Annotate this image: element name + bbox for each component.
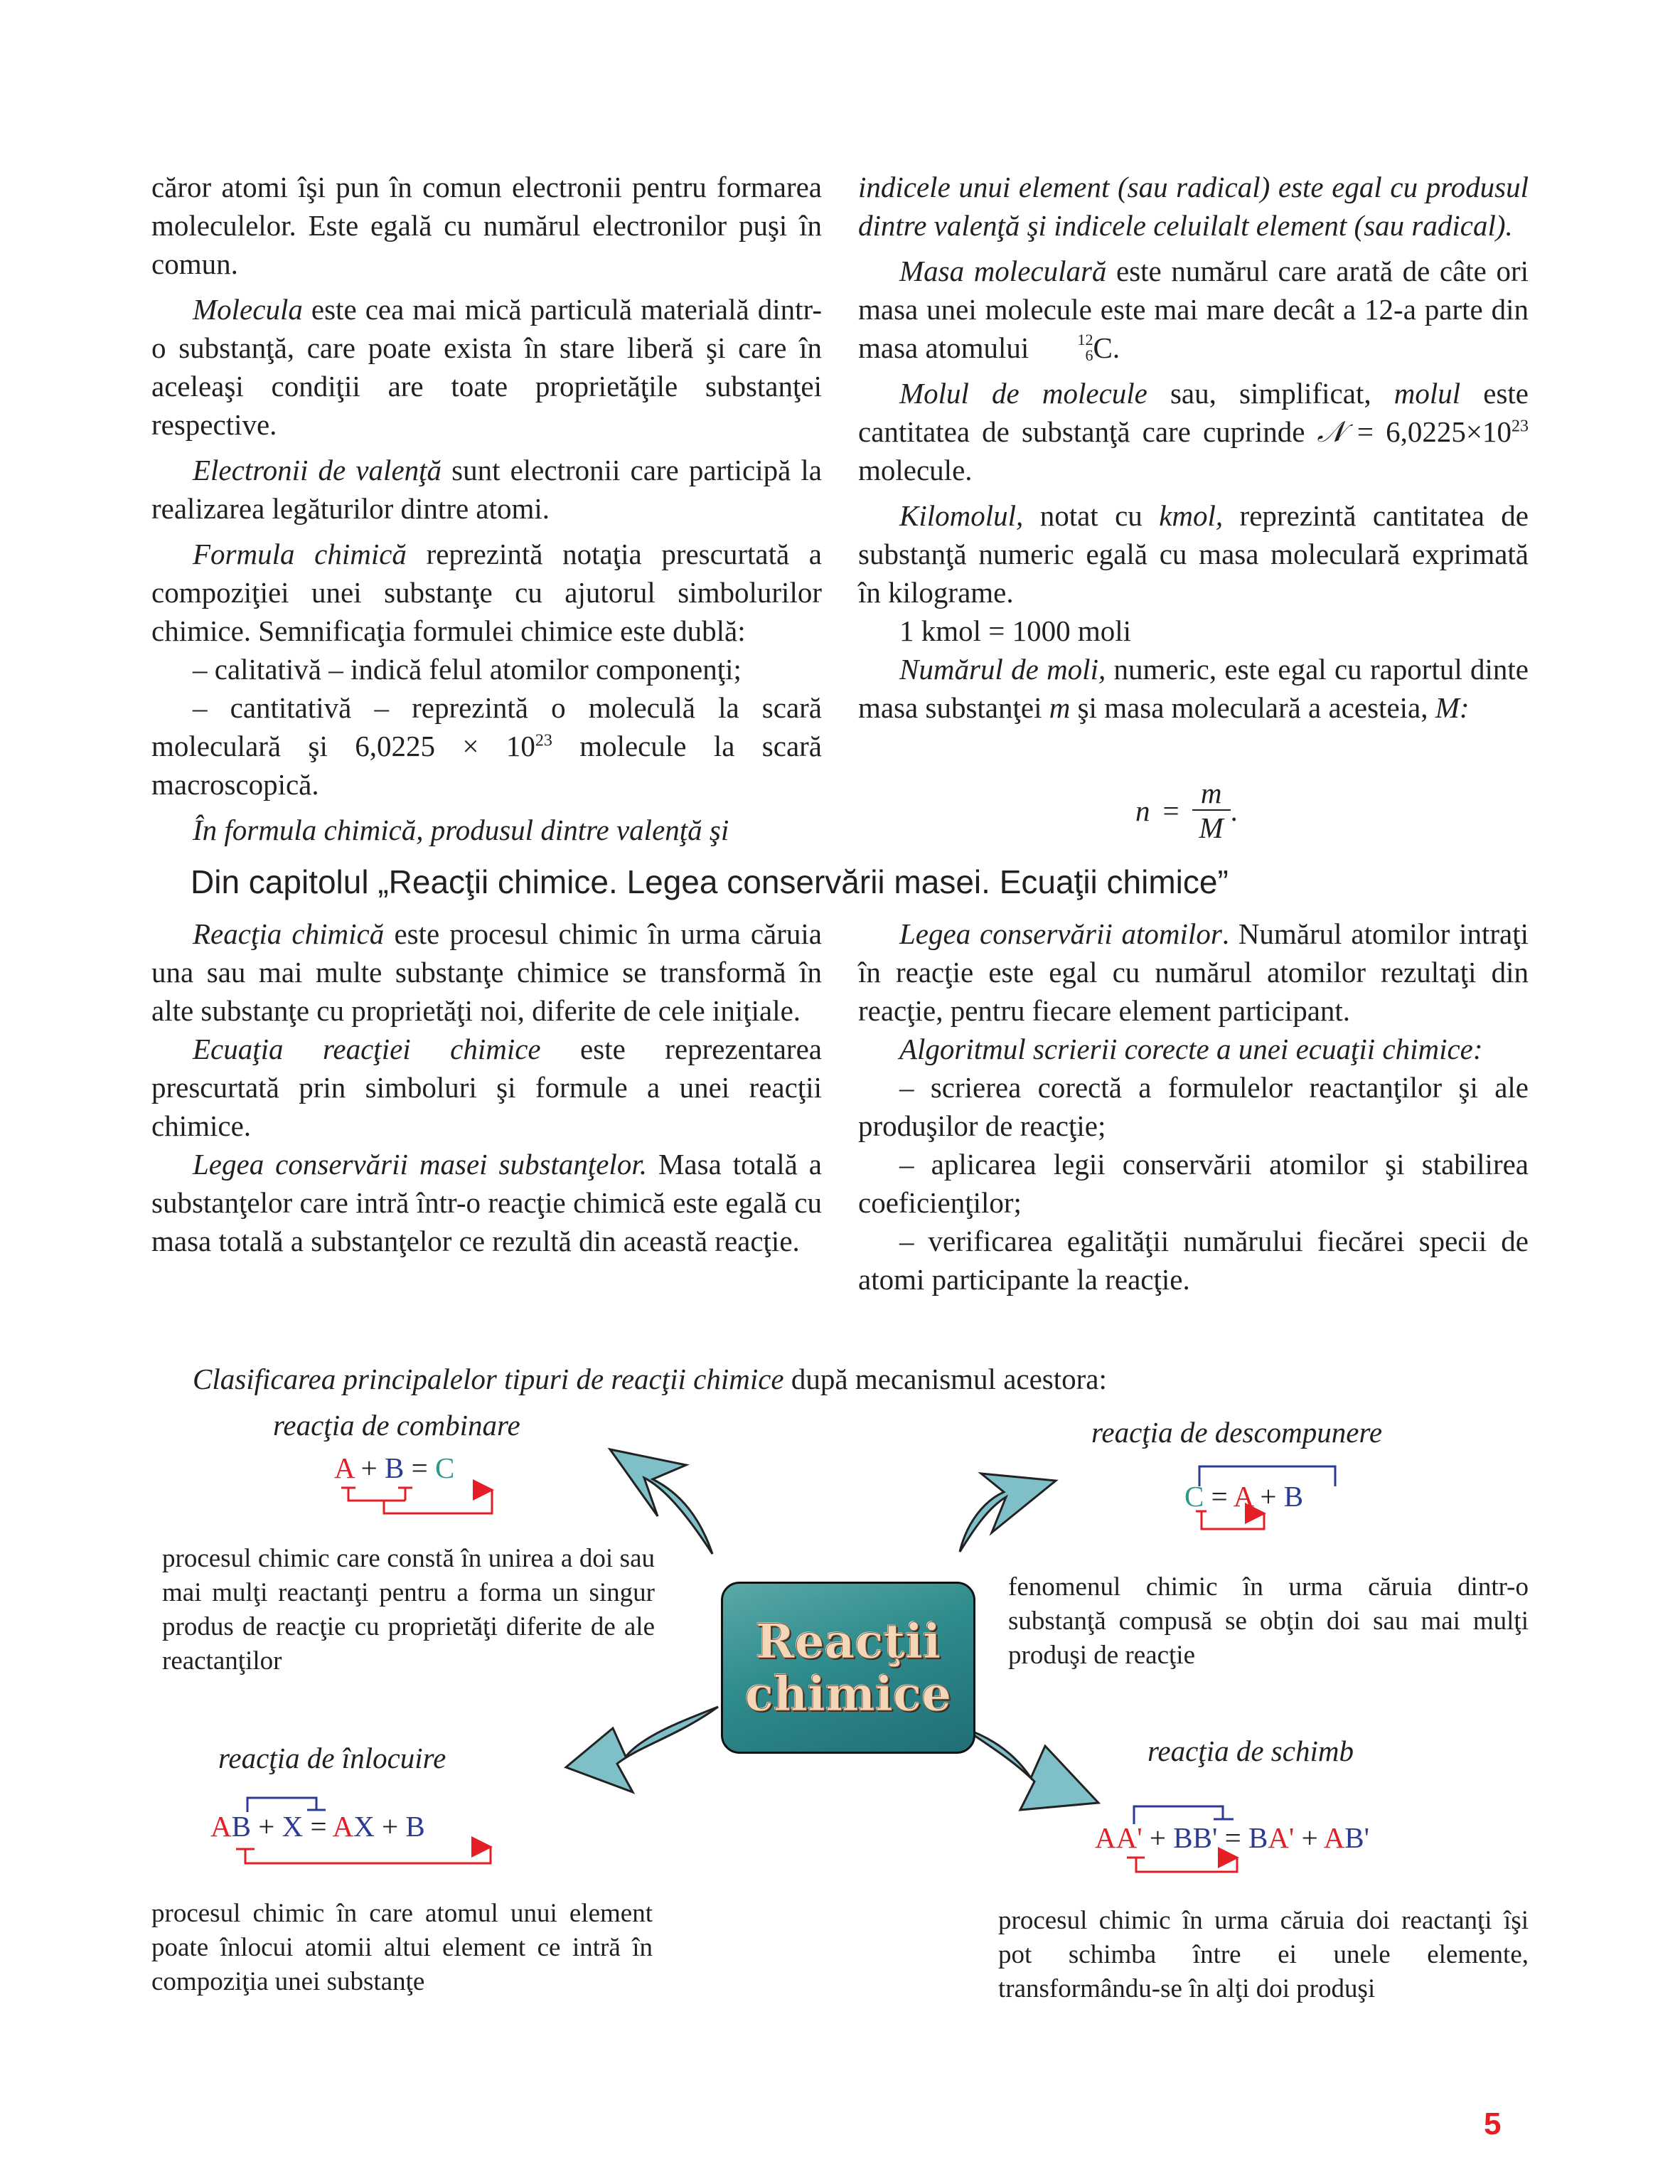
paragraph: Formula chimică reprezintă notaţia prescurtată a compoziţiei unei substanţe cu ajutorul simbolurilor chimice. Semnificaţia formulei chimice este dublă:: [151, 538, 822, 647]
paragraph: Reacţia chimică este procesul chimic în urma căruia una sau mai multe substanţe chimice se transformă în alte substanţe cu proprietăţi noi, diferite de cele iniţiale.: [151, 917, 822, 1027]
reaction-title-descompunere: reacţia de descompunere: [1091, 1416, 1383, 1449]
curved-arrow-icon: [963, 1728, 1098, 1810]
paragraph: Algoritmul scrierii corecte a unei ecuaţii chimice:: [899, 1033, 1483, 1065]
paragraph: Molecula este cea mai mică particulă materială dintr-o substanţă, care poate exista în stare liberă şi care în aceleaşi condiţii are toate proprietăţile substanţei respective.: [151, 293, 822, 441]
equation-schimb: AA' + BB' = BA' + AB': [1095, 1821, 1370, 1854]
center-label-line: Reacţii: [755, 1614, 941, 1669]
paragraph: Numărul de moli, numeric, este egal cu raportul dinte masa substanţei m şi masa moleculară a acesteia, M:: [858, 653, 1529, 724]
reactions-center-box: [721, 1582, 975, 1754]
paragraph: Masa moleculară este numărul care arată de câte ori masa unei molecule este mai mare decât a 12-a parte din masa atomului 12 6C.: [858, 255, 1529, 364]
reaction-description-descompunere: fenomenul chimic în urma căruia dintr-o substanţă compusă se obţin doi sau mai mulţi produşi de reacţie: [1008, 1572, 1529, 1670]
reaction-title-schimb: reacţia de schimb: [1147, 1735, 1354, 1767]
reaction-description-schimb: procesul chimic în urma căruia doi reactanţi îşi pot schimba între ei unele elemente, transformându-se în alţi doi produşi: [998, 1906, 1529, 2003]
list-item: – scrierea corectă a formulelor reactanţilor şi ale produşilor de reacţie;: [858, 1071, 1529, 1142]
list-item: – verificarea egalităţii numărului fiecărei specii de atomi participante la reacţie.: [858, 1225, 1529, 1296]
paragraph: Molul de molecule sau, simplificat, molul este cantitatea de substanţă care cuprinde 𝒩 = $6,0225\times 10^{23}$ molecule.: [858, 377, 1529, 486]
paragraph: căror atomi îşi pun în comun electronii pentru formarea moleculelor. Este egală cu numărul electronilor puşi în comun.: [151, 171, 822, 280]
center-label-line: chimice: [744, 1666, 952, 1722]
list-item: – cantitativă – reprezintă o moleculă la scară moleculară şi $6,0225 \times 10^{23}$ molecule la scară macroscopică.: [151, 691, 822, 801]
reaction-title-inlocuire: reacţia de înlocuire: [218, 1742, 446, 1774]
equation-inlocuire: AB + X = AX + B: [210, 1810, 425, 1843]
curved-arrow-icon: [566, 1707, 718, 1792]
paragraph: indicele unui element (sau radical) este egal cu produsul dintre valenţă şi indicele celuilalt element (sau radical).: [858, 171, 1529, 242]
equation-combinare: A + B = C: [334, 1451, 455, 1484]
paragraph: Legea conservării atomilor. Numărul atomilor intraţi în reacţie este egal cu numărul atomilor rezultaţi din reacţie, pentru fiecare element participant.: [858, 917, 1529, 1027]
list-item: – calitativă – indică felul atomilor componenţi;: [193, 653, 742, 686]
page-number: 5: [1484, 2106, 1502, 2141]
section-heading: Din capitolul „Reacţii chimice. Legea conservării masei. Ecuaţii chimice”: [191, 863, 1229, 900]
curved-arrow-icon: [610, 1449, 712, 1554]
paragraph: În formula chimică, produsul dintre valenţă şi: [193, 814, 729, 846]
reaction-description-combinare: procesul chimic care constă în unirea a doi sau mai mulţi reactanţi pentru a forma un singur produs de reacţie cu proprietăţi diferite de ale reactanţilor: [162, 1544, 655, 1676]
paragraph: Ecuaţia reacţiei chimice este reprezentarea prescurtată prin simboluri şi formule a unei reacţii chimice.: [151, 1033, 822, 1142]
curved-arrow-icon: [960, 1474, 1056, 1552]
bracket-arrow-icon: [341, 1488, 492, 1513]
reaction-title-combinare: reacţia de combinare: [273, 1409, 520, 1442]
classification-intro: Clasificarea principalelor tipuri de reacţii chimice după mecanismul acestora:: [193, 1363, 1107, 1395]
paragraph: Electronii de valenţă sunt electronii care participă la realizarea legăturilor dintre atomi.: [151, 454, 822, 525]
equation-descompunere: C = A + B: [1184, 1480, 1304, 1513]
list-item: – aplicarea legii conservării atomilor şi stabilirea coeficienţilor;: [858, 1148, 1529, 1219]
paragraph: Kilomolul, notat cu kmol, reprezintă cantitatea de substanţă numeric egală cu masa moleculară exprimată în kilograme.: [858, 499, 1529, 609]
paragraph: Legea conservării masei substanţelor. Masa totală a substanţelor care intră într-o reacţie chimică este egală cu masa totală a substanţelor ce rezultă din această reacţie.: [151, 1148, 822, 1257]
reaction-description-inlocuire: procesul chimic în care atomul unui element poate înlocui atomii altui element ce intră în compoziţia unei substanţe: [151, 1899, 653, 1996]
paragraph: 1 kmol = 1000 moli: [899, 614, 1132, 647]
moles-formula: n = m M .: [1135, 777, 1238, 844]
